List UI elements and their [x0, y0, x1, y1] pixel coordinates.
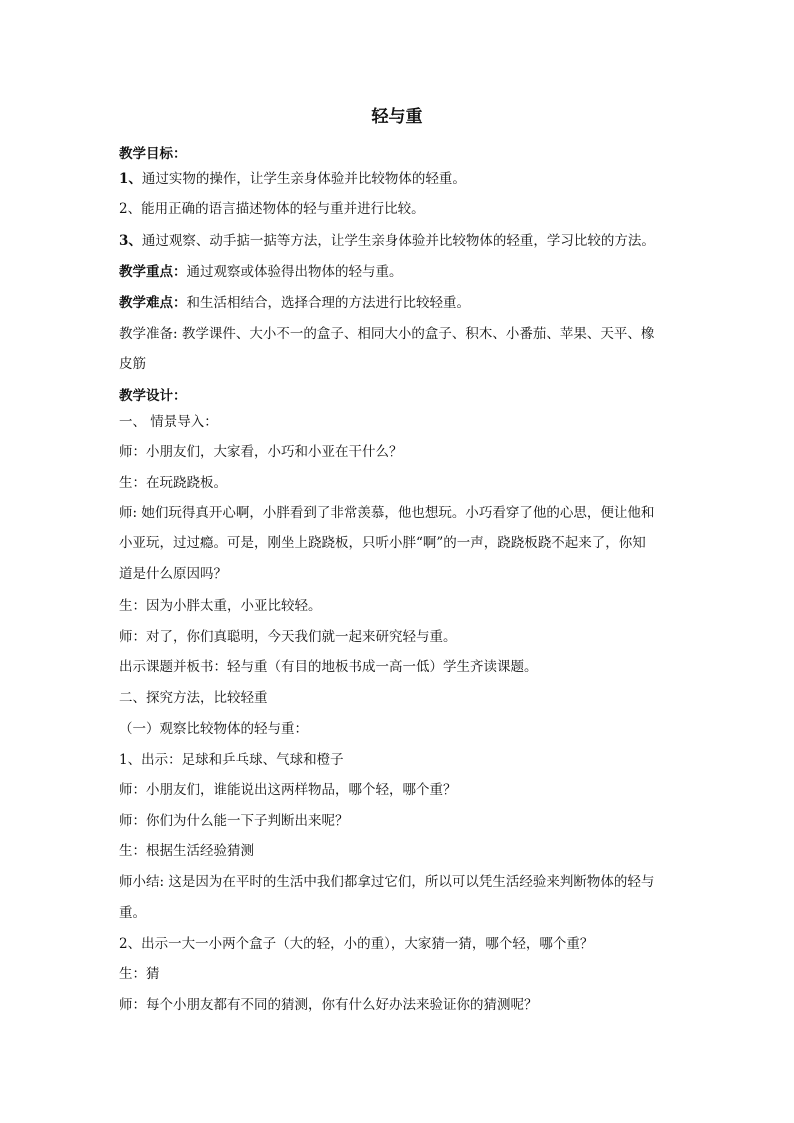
paragraph-line: [119, 903, 689, 923]
paragraph-line: [119, 144, 689, 164]
line-text: 师：你们为什么能一下子判断出来呢？: [119, 813, 349, 829]
line-text: 出示课题并板书：轻与重（有目的地板书成一高一低）学生齐读课题。: [119, 659, 538, 675]
paragraph-line: [119, 503, 689, 523]
line-text: 师：对了，你们真聪明，今天我们就一起来研究轻与重。: [119, 629, 457, 645]
line-text: 师: 她们玩得真开心啊，小胖看到了非常羡慕，他也想玩。小巧看穿了他的心思，便让他和: [119, 505, 655, 521]
paragraph-line: [119, 627, 689, 647]
line-bold-text: 教学难点：: [119, 295, 187, 311]
paragraph-line: [119, 841, 689, 861]
paragraph-line: [119, 564, 689, 584]
paragraph-line: [119, 719, 689, 739]
line-text: 和生活相结合，选择合理的方法进行比较轻重。: [186, 295, 470, 311]
paragraph-line: [119, 872, 689, 892]
paragraph-line: [119, 750, 689, 770]
line-bold-text: 1、: [119, 171, 142, 187]
line-text: 一、 情景导入：: [119, 414, 218, 430]
paragraph-line: [119, 442, 689, 462]
paragraph-line: [119, 964, 689, 984]
paragraph-line: [119, 811, 689, 831]
paragraph-line: [119, 262, 689, 282]
line-bold-text: 教学重点：: [119, 264, 187, 280]
line-text: 生：因为小胖太重，小亚比较轻。: [119, 598, 322, 614]
paragraph-line: [119, 596, 689, 616]
line-text: 师：每个小朋友都有不同的猜测，你有什么好办法来验证你的猜测呢？: [119, 997, 538, 1013]
paragraph-line: [119, 324, 689, 344]
paragraph-line: [119, 533, 689, 553]
line-text: （一）观察比较物体的轻与重：: [119, 721, 308, 737]
paragraph-line: [119, 780, 689, 800]
document-title: 轻与重: [371, 107, 423, 127]
line-text: 重。: [119, 905, 146, 921]
line-text: 1、出示：足球和乒乓球、气球和橙子: [119, 752, 344, 768]
paragraph-line: [119, 293, 689, 313]
line-text: 通过实物的操作，让学生亲身体验并比较物体的轻重。: [141, 171, 466, 187]
paragraph-line: [119, 657, 689, 677]
line-text: 二、探究方法，比较轻重: [119, 690, 268, 706]
paragraph-line: [119, 995, 689, 1015]
line-text: 皮筋: [119, 356, 146, 372]
line-text: 生：猜: [119, 966, 160, 982]
paragraph-line: [119, 231, 689, 251]
line-text: 教学准备: 教学课件、大小不一的盒子、相同大小的盒子、积木、小番茄、苹果、天平、橡: [119, 326, 655, 342]
line-text: 通过观察、动手掂一掂等方法，让学生亲身体验并比较物体的轻重，学习比较的方法。: [141, 233, 655, 249]
paragraph-line: [119, 934, 689, 954]
line-text: 小亚玩，过过瘾。可是，刚坐上跷跷板，只听小胖“啊”的一声，跷跷板跷不起来了，你知: [119, 535, 646, 551]
line-text: 生：在玩跷跷板。: [119, 475, 227, 491]
line-text: 生：根据生活经验猜测: [119, 843, 254, 859]
paragraph-line: [119, 412, 689, 432]
line-bold-text: 教学设计：: [119, 388, 187, 404]
line-text: 师：小朋友们，谁能说出这两样物品，哪个轻，哪个重？: [119, 782, 457, 798]
paragraph-line: [119, 688, 689, 708]
paragraph-line: [119, 169, 689, 189]
paragraph-line: [119, 386, 689, 406]
line-text: 道是什么原因吗？: [119, 566, 227, 582]
line-text: 通过观察或体验得出物体的轻与重。: [186, 264, 403, 280]
line-text: 2、出示一大一小两个盒子（大的轻，小的重），大家猜一猜，哪个轻，哪个重？: [119, 936, 594, 952]
line-bold-text: 3、: [119, 233, 142, 249]
line-bold-text: 教学目标：: [119, 146, 187, 162]
paragraph-line: [119, 199, 689, 219]
paragraph-line: [119, 473, 689, 493]
paragraph-line: [119, 354, 689, 374]
line-text: 2、能用正确的语言描述物体的轻与重并进行比较。: [119, 201, 425, 217]
line-text: 师：小朋友们，大家看，小巧和小亚在干什么？: [119, 444, 403, 460]
line-text: 师小结: 这是因为在平时的生活中我们都拿过它们，所以可以凭生活经验来判断物体的轻与: [119, 874, 655, 890]
